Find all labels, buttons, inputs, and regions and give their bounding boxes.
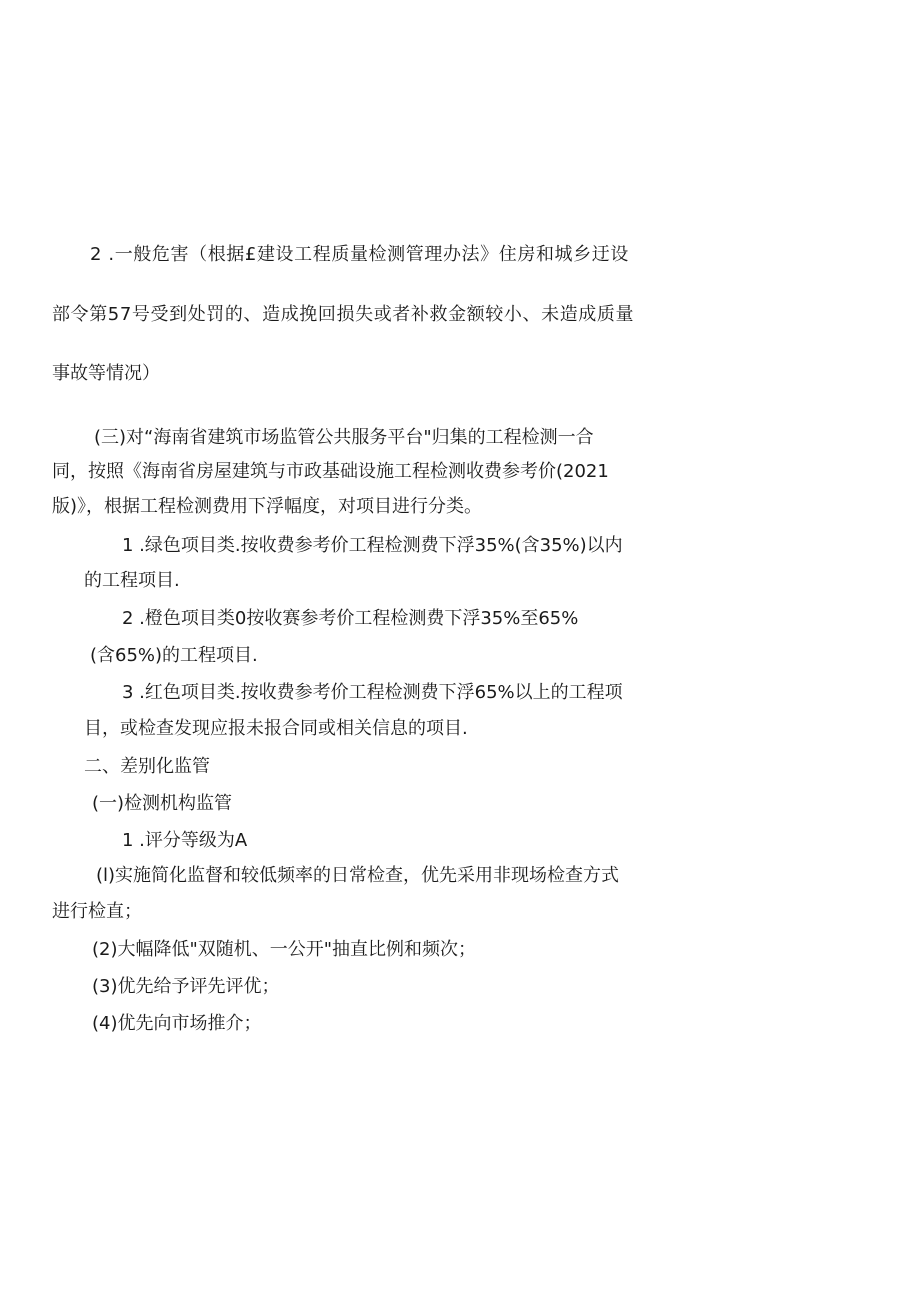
section-heading: 二、差别化监管 — [84, 756, 210, 777]
list-item-continuation: 进行检直； — [52, 901, 142, 922]
list-item: (2)大幅降低"双随机、一公开"抽直比例和频次； — [92, 939, 477, 960]
paragraph-line: 事故等情况） — [52, 363, 160, 384]
section-heading: (三)对“海南省建筑市场监管公共服务平台"归集的工程检测一合 — [94, 427, 594, 448]
subsection-heading: (一)检测机构监管 — [92, 793, 233, 814]
list-item: (l)实施简化监督和较低频率的日常检查，优先采用非现场检查方式 — [96, 865, 620, 886]
list-item: (3)优先给予评先评优； — [92, 976, 280, 997]
paragraph-line: 同，按照《海南省房屋建筑与市政基础设施工程检测收费参考价(2021 — [52, 461, 609, 482]
paragraph-line: 版)》，根据工程检测费用下浮幅度，对项目进行分类。 — [52, 496, 483, 517]
list-item: 1 .评分等级为A — [122, 830, 248, 851]
list-item: (4)优先向市场推介； — [92, 1013, 262, 1034]
paragraph-line: 2 .一般危害（根据£建设工程质量检测管理办法》住房和城乡迂设 — [90, 244, 629, 265]
list-item-continuation: 目，或检查发现应报未报合同或相关信息的项目. — [84, 718, 468, 739]
list-item-continuation: (含65%)的工程项目. — [90, 645, 258, 666]
list-item: 3 .红色项目类.按收费参考价工程检测费下浮65%以上的工程项 — [122, 682, 623, 703]
paragraph-line: 部令第57号受到处罚的、造成挽回损失或者补救金额较小、未造成质量 — [52, 304, 635, 325]
list-item: 2 .橙色项目类0按收赛参考价工程检测费下浮35%至65% — [122, 608, 579, 629]
list-item: 1 .绿色项目类.按收费参考价工程检测费下浮35%(含35%)以内 — [122, 535, 623, 556]
list-item-continuation: 的工程项目. — [84, 570, 180, 591]
